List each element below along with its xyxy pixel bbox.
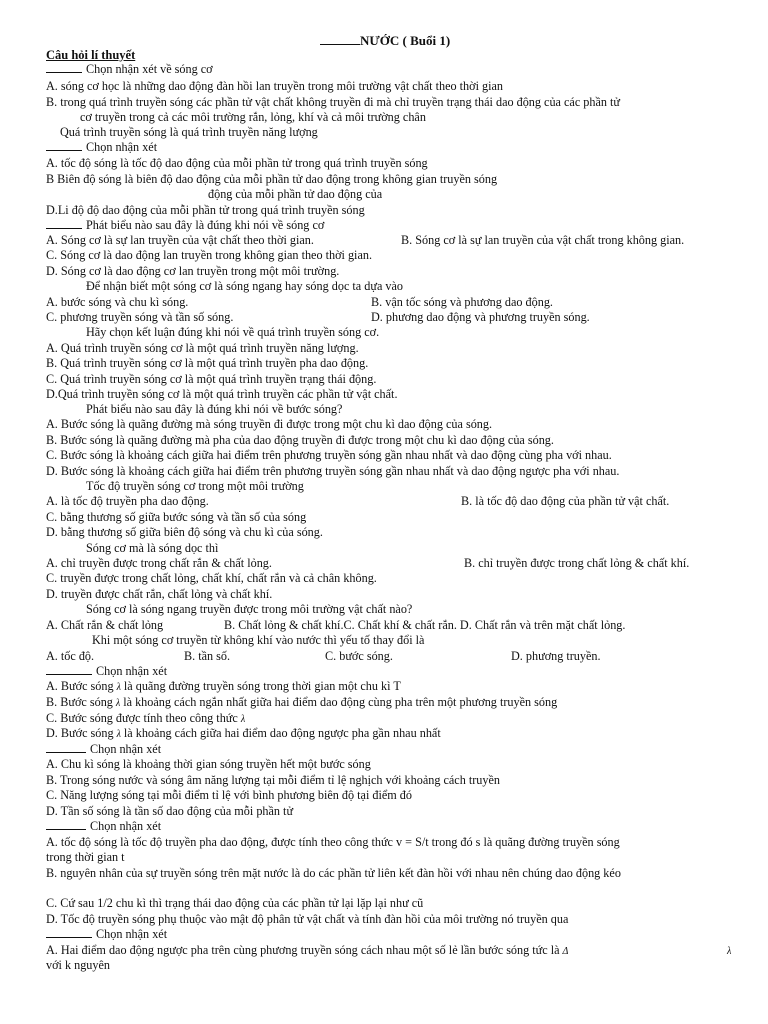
option-1b: B. trong quá trình truyền sóng các phần tử vật chất không truyền đi mà chỉ truyền trạng thái dao động của các phần tử [46,95,621,109]
option-2c: động của mỗi phần tử dao động của [208,187,383,201]
option-10a: A. tốc độ. [46,649,95,663]
option-6c: C. Bước sóng là khoảng cách giữa hai điểm trên phương truyền sóng gần nhau nhất và dao động cùng pha với nhau. [46,448,612,462]
option-4a: A. bước sóng và chu kì sóng. [46,295,189,309]
question-3: Phát biểu nào sau đây là đúng khi nói về sóng cơ [46,218,324,232]
question-10: Khi một sóng cơ truyền từ không khí vào nước thì yếu tố thay đổi là [92,633,425,647]
question-13: Chọn nhận xét [46,819,161,833]
question-12: Chọn nhận xét [46,742,161,756]
option-11c: C. Bước sóng được tính theo công thức λ [46,711,246,725]
question-1: Chọn nhận xét về sóng cơ [46,62,213,76]
option-12a: A. Chu kì sóng là khoảng thời gian sóng truyền hết một bước sóng [46,757,371,771]
option-9a: A. Chất rắn & chất lỏng [46,618,164,632]
option-5d: D.Quá trình truyền sóng cơ là một quá trình truyền các phần tử vật chất. [46,387,398,401]
option-6a: A. Bước sóng là quãng đường mà sóng truyền đi được trong một chu kì dao động của sóng. [46,417,493,431]
option-5b: B. Quá trình truyền sóng cơ là một quá trình truyền pha dao động. [46,356,369,370]
section-heading: Câu hỏi lí thuyết [46,48,136,62]
option-9b: B. Chất lỏng & chất khí.C. Chất khí & chất rắn. D. Chất rắn và trên mặt chất lỏng. [224,618,626,632]
option-7a: A. là tốc độ truyền pha dao động. [46,494,209,508]
option-11a: A. Bước sóng λ là quãng đường truyền sóng trong thời gian một chu kì T [46,679,401,693]
option-10b: B. tần số. [184,649,231,663]
option-8b: B. chỉ truyền được trong chất lỏng & chất khí. [464,556,690,570]
option-2a: A. tốc độ sóng là tốc độ dao động của mỗi phần tử trong quá trình truyền sóng [46,156,428,170]
option-11b: B. Bước sóng λ là khoảng cách ngắn nhất giữa hai điểm dao động cùng pha trên một phương truyền sóng [46,695,558,709]
option-5c: C. Quá trình truyền sóng cơ là một quá trình truyền trạng thái động. [46,372,377,386]
question-7: Tốc độ truyền sóng cơ trong một môi trường [86,479,304,493]
option-3b: B. Sóng cơ là sự lan truyền của vật chất trong không gian. [401,233,685,247]
question-8: Sóng cơ mà là sóng dọc thì [86,541,219,555]
option-1d: Quá trình truyền sóng là quá trình truyền năng lượng [60,125,318,139]
option-3a: A. Sóng cơ là sự lan truyền của vật chất theo thời gian. [46,233,314,247]
option-7b: B. là tốc độ dao động của phần tử vật chất. [461,494,670,508]
option-2d: D.Li độ độ dao động của mỗi phần tử trong quá trình truyền sóng [46,203,365,217]
option-3c: C. Sóng cơ là dao động lan truyền trong không gian theo thời gian. [46,248,372,262]
option-13a-cont: trong thời gian t [46,850,125,864]
option-12b: B. Trong sóng nước và sóng âm năng lượng tại mỗi điểm tỉ lệ nghịch với khoảng cách truyền [46,773,500,787]
lambda-symbol: λ [115,698,121,709]
lambda-symbol: λ [116,682,121,693]
lambda-symbol: λ [116,729,121,740]
option-8c: C. truyền được trong chất lỏng, chất khí, chất rắn và cả chân không. [46,571,377,585]
question-5: Hãy chọn kết luận đúng khi nói về quá trình truyền sóng cơ. [86,325,380,339]
option-7c: C. bằng thương số giữa bước sóng và tần số của sóng [46,510,307,524]
option-7d: D. bằng thương số giữa biên độ sóng và chu kì của sóng. [46,525,323,539]
question-14: Chọn nhận xét [46,927,167,941]
question-9: Sóng cơ là sóng ngang truyền được trong môi trường vật chất nào? [86,602,413,616]
option-8d: D. truyền được chất rắn, chất lỏng và chất khí. [46,587,273,601]
option-3d: D. Sóng cơ là dao động cơ lan truyền trong một môi trường. [46,264,340,278]
option-10d: D. phương truyền. [511,649,601,663]
option-6d: D. Bước sóng là khoảng cách giữa hai điểm trên phương truyền sóng gần nhau nhất và dao động ngược pha với nhau. [46,464,620,478]
option-14a: A. Hai điểm dao động ngược pha trên cùng phương truyền sóng cách nhau một số lẻ lần bước sóng tức là Δ [46,943,569,957]
option-13b: B. nguyên nhân của sự truyền sóng trên mặt nước là do các phần tử liên kết đàn hồi với nhau nên chúng dao động kéo [46,866,621,880]
option-2b: B Biên độ sóng là biên độ dao động của mỗi phần tử dao động trong không gian truyền sóng [46,172,498,186]
option-14a-cont: với k nguyên [46,958,110,972]
option-5a: A. Quá trình truyền sóng cơ là một quá trình truyền năng lượng. [46,341,359,355]
question-4: Để nhận biết một sóng cơ là sóng ngang hay sóng dọc ta dựa vào [86,279,403,293]
option-11d: D. Bước sóng λ là khoảng cách giữa hai điểm dao động ngược pha gần nhau nhất [46,726,441,740]
lambda-symbol-right: λ [727,946,732,957]
option-12d: D. Tần số sóng là tần số dao động của mỗi phần tử [46,804,294,818]
question-2: Chọn nhận xét [46,140,157,154]
option-1c: cơ truyền trong cả các môi trường rắn, lỏng, khí và cả môi trường chân [80,110,426,124]
option-6b: B. Bước sóng là quãng đường mà pha của dao động truyền đi được trong một chu kì dao động của sóng. [46,433,554,447]
option-13a: A. tốc độ sóng là tốc độ truyền pha dao động, được tính theo công thức v = S/t trong đó s là quãng đường truyền sóng [46,835,620,849]
option-4c: C. phương truyền sóng và tần số sóng. [46,310,234,324]
question-11: Chọn nhận xét [46,664,167,678]
option-8a: A. chỉ truyền được trong chất rắn & chất lỏng. [46,556,272,570]
option-12c: C. Năng lượng sóng tại mỗi điểm tỉ lệ với bình phương biên độ tại điểm đó [46,788,412,802]
option-10c: C. bước sóng. [325,649,393,663]
delta-symbol: Δ [562,946,569,957]
lambda-symbol: λ [240,714,246,725]
option-13d: D. Tốc độ truyền sóng phụ thuộc vào mật độ phân tử vật chất và tính đàn hồi của môi trường nó truyền qua [46,912,569,926]
page-title: NƯỚC ( Buổi 1) [320,34,450,48]
question-6: Phát biểu nào sau đây là đúng khi nói về bước sóng? [86,402,343,416]
option-4d: D. phương dao động và phương truyền sóng. [371,310,590,324]
option-1a: A. sóng cơ học là những dao động đàn hồi lan truyền trong môi trường vật chất theo thời gian [46,79,503,93]
option-4b: B. vận tốc sóng và phương dao động. [371,295,553,309]
option-13c: C. Cứ sau 1/2 chu kì thì trạng thái dao động của các phần tử lại lặp lại như cũ [46,896,424,910]
